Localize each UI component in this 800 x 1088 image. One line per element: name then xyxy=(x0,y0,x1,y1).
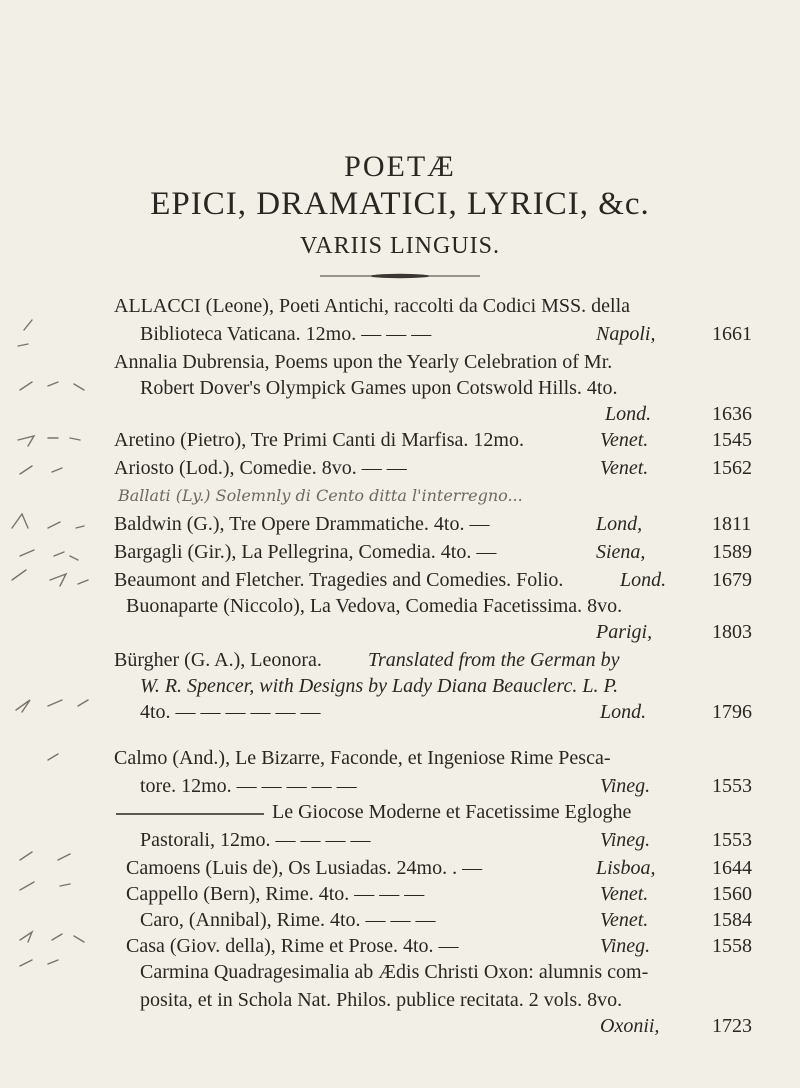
entry-beaumont-year: 1679 xyxy=(712,569,752,591)
entry-annalia-line2: Robert Dover's Olympick Games upon Cotswold Hills. 4to. xyxy=(140,377,618,399)
entry-burgher-line1: Bürgher (G. A.), Leonora. xyxy=(114,649,322,671)
entry-calmo-place: Vineg. xyxy=(600,775,651,797)
entry-aretino-year: 1545 xyxy=(712,429,752,451)
entry-baldwin-place: Lond, xyxy=(596,513,643,535)
entry-giocose-place: Vineg. xyxy=(600,829,651,851)
entry-carmina-place: Oxonii, xyxy=(600,1015,660,1037)
entry-carmina-year: 1723 xyxy=(712,1015,752,1037)
entry-caro-year: 1584 xyxy=(712,909,752,931)
entry-buonaparte-year: 1803 xyxy=(712,621,752,643)
entry-caro-place: Venet. xyxy=(600,909,649,931)
entry-burgher-place: Lond. xyxy=(600,701,647,723)
entry-ariosto-year: 1562 xyxy=(712,457,752,479)
entry-burgher-line3: 4to. — — — — — — xyxy=(140,701,321,723)
entry-calmo-year: 1553 xyxy=(712,775,752,797)
entry-casa-year: 1558 xyxy=(712,935,752,957)
section-subtitle: EPICI, DRAMATICI, LYRICI, &c. xyxy=(150,186,650,222)
entry-camoens-place: Lisboa, xyxy=(596,857,656,879)
entry-baldwin-year: 1811 xyxy=(712,513,752,535)
entry-beaumont: Beaumont and Fletcher. Tragedies and Comedies. Folio. xyxy=(114,569,564,591)
entry-carmina-line2: posita, et in Schola Nat. Philos. publice recitata. 2 vols. 8vo. xyxy=(140,989,623,1011)
entry-calmo-line2: tore. 12mo. — — — — — xyxy=(140,775,357,797)
entry-ariosto: Ariosto (Lod.), Comedie. 8vo. — — xyxy=(114,457,407,479)
entry-camoens-year: 1644 xyxy=(712,857,752,879)
ditto-rule xyxy=(116,812,264,816)
entry-cappello-place: Venet. xyxy=(600,883,649,905)
entry-allacci-line2: Biblioteca Vaticana. 12mo. — — — xyxy=(140,323,432,345)
entry-ariosto-place: Venet. xyxy=(600,457,649,479)
entry-beaumont-place: Lond. xyxy=(620,569,667,591)
entry-burgher-year: 1796 xyxy=(712,701,752,723)
entry-calmo-line1: Calmo (And.), Le Bizarre, Faconde, et Ingeniose Rime Pesca- xyxy=(114,747,611,769)
entry-cappello: Cappello (Bern), Rime. 4to. — — — xyxy=(126,883,425,905)
entry-bargagli-year: 1589 xyxy=(712,541,752,563)
entry-bargagli-place: Siena, xyxy=(596,541,646,563)
entry-allacci-place: Napoli, xyxy=(596,323,656,345)
entry-cappello-year: 1560 xyxy=(712,883,752,905)
entry-annalia-place: Lond. xyxy=(605,403,652,425)
entry-burgher-translated: Translated from the German by xyxy=(368,649,620,671)
entry-aretino-place: Venet. xyxy=(600,429,649,451)
handwritten-insertion: Ballati (Ly.) Solemnly di Cento ditta l'interregno... xyxy=(118,486,523,505)
entry-burgher-line2: W. R. Spencer, with Designs by Lady Diana Beauclerc. L. P. xyxy=(140,675,619,697)
entry-aretino: Aretino (Pietro), Tre Primi Canti di Marfisa. 12mo. xyxy=(114,429,524,451)
entry-giocose-line2: Pastorali, 12mo. — — — — xyxy=(140,829,371,851)
entry-annalia-year: 1636 xyxy=(712,403,752,425)
entry-annalia-line1: Annalia Dubrensia, Poems upon the Yearly Celebration of Mr. xyxy=(114,351,613,373)
entry-baldwin: Baldwin (G.), Tre Opere Drammatiche. 4to. — xyxy=(114,513,490,535)
ornamental-rule xyxy=(320,272,480,280)
entry-caro: Caro, (Annibal), Rime. 4to. — — — xyxy=(140,909,436,931)
entry-carmina-line1: Carmina Quadragesimalia ab Ædis Christi Oxon: alumnis com- xyxy=(140,961,649,983)
section-subtitle-languages: VARIIS LINGUIS. xyxy=(300,233,500,259)
entry-buonaparte: Buonaparte (Niccolo), La Vedova, Comedia Facetissima. 8vo. xyxy=(126,595,623,617)
entry-allacci-line1: ALLACCI (Leone), Poeti Antichi, raccolti da Codici MSS. della xyxy=(114,295,631,317)
entry-allacci-year: 1661 xyxy=(712,323,752,345)
entry-bargagli: Bargagli (Gir.), La Pellegrina, Comedia. 4to. — xyxy=(114,541,497,563)
entry-casa: Casa (Giov. della), Rime et Prose. 4to. — xyxy=(126,935,459,957)
entry-giocose-year: 1553 xyxy=(712,829,752,851)
entry-buonaparte-place: Parigi, xyxy=(596,621,653,643)
entry-camoens: Camoens (Luis de), Os Lusiadas. 24mo. . — xyxy=(126,857,483,879)
section-title: POETÆ xyxy=(344,150,456,183)
entry-casa-place: Vineg. xyxy=(600,935,651,957)
entry-giocose-line1: Le Giocose Moderne et Facetissime Egloghe xyxy=(272,801,632,823)
margin-pencil-marks xyxy=(0,300,110,1000)
